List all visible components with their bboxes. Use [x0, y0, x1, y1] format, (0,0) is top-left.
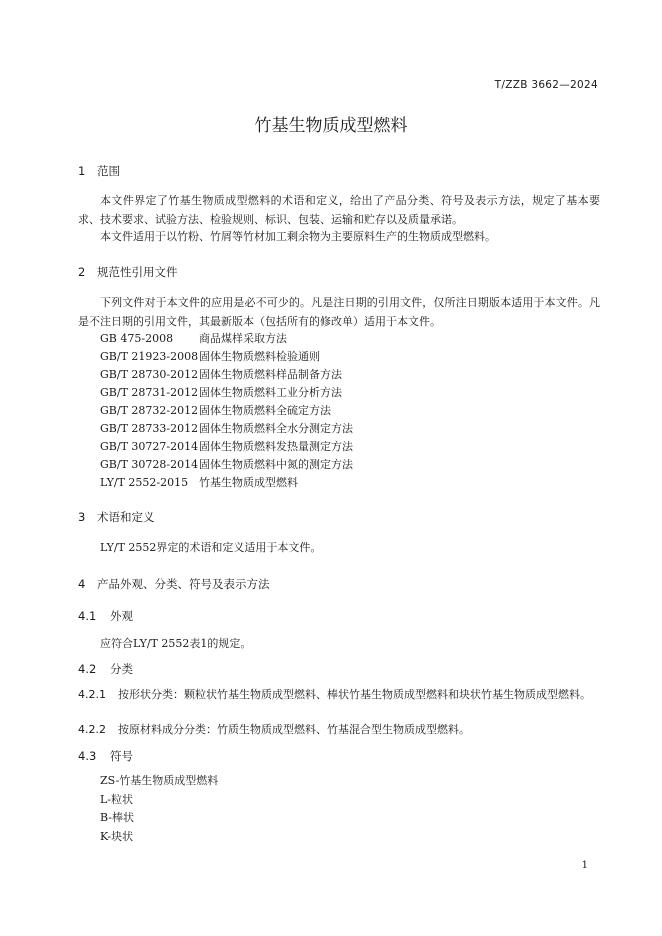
section-title: 外观 [110, 609, 133, 623]
section-number: 3 [78, 510, 86, 524]
reference-name: 竹基生物质成型燃料 [199, 476, 298, 489]
reference-name: 固体生物质燃料发热量测定方法 [199, 440, 353, 453]
document-code: T/ZZB 3662—2024 [494, 79, 598, 91]
reference-code: GB/T 30728-2014 [100, 458, 199, 471]
reference-code: GB/T 28731-2012 [100, 386, 199, 399]
symbol-list [100, 772, 218, 846]
section-4-1-heading [78, 608, 133, 624]
page-number: 1 [581, 860, 588, 871]
section-title: 范围 [97, 164, 120, 178]
section-number: 2 [78, 265, 86, 279]
reference-code: GB/T 21923-2008 [100, 350, 199, 363]
reference-name: 商品煤样采取方法 [199, 332, 287, 345]
reference-code: GB 475-2008 [100, 332, 174, 345]
clause-text: 按原材料成分分类：竹质生物质成型燃料、竹基混合型生物质成型燃料。 [118, 723, 470, 736]
reference-item [100, 366, 353, 384]
reference-name: 固体生物质燃料全水分测定方法 [199, 422, 353, 435]
reference-code: GB/T 28732-2012 [100, 404, 199, 417]
section-number: 4.3 [78, 749, 97, 763]
section-1-heading [78, 163, 120, 179]
reference-item [100, 438, 353, 456]
section-number: 4.1 [78, 609, 97, 623]
section-3-paragraph-1: LY/T 2552界定的术语和定义适用于本文件。 [100, 541, 322, 554]
reference-code: GB/T 28733-2012 [100, 422, 199, 435]
reference-item [100, 420, 353, 438]
section-4-3-heading [78, 748, 133, 764]
section-title: 产品外观、分类、符号及表示方法 [97, 577, 270, 591]
reference-name: 固体生物质燃料样品制备方法 [199, 368, 342, 381]
clause-4-2-1 [78, 686, 600, 705]
section-2-paragraph-1: 下列文件对于本文件的应用是必不可少的。凡是注日期的引用文件，仅所注日期版本适用于本文件。凡是不注日期的引用文件，其最新版本（包括所有的修改单）适用于本文件。 [78, 296, 600, 328]
section-1-paragraph-2: 本文件适用于以竹粉、竹屑等竹材加工剩余物为主要原料生产的生物质成型燃料。 [100, 230, 496, 243]
clause-text: 按形状分类：颗粒状竹基生物质成型燃料、棒状竹基生物质成型燃料和块状竹基生物质成型燃料。 [118, 688, 591, 701]
reference-name: 固体生物质燃料工业分析方法 [199, 386, 342, 399]
reference-item [100, 384, 353, 402]
reference-name: 固体生物质燃料检验通则 [199, 350, 320, 363]
symbol-item: L-粒状 [100, 792, 134, 806]
symbol-item: ZS-竹基生物质成型燃料 [100, 774, 219, 787]
reference-code: GB/T 28730-2012 [100, 368, 199, 381]
reference-name: 固体生物质燃料中氮的测定方法 [199, 458, 353, 471]
section-4-2-heading [78, 661, 133, 677]
reference-name: 固体生物质燃料全硫定方法 [199, 404, 331, 417]
reference-code: GB/T 30727-2014 [100, 440, 199, 453]
reference-code: LY/T 2552-2015 [100, 476, 189, 489]
reference-item [100, 402, 353, 420]
section-title: 符号 [110, 749, 133, 763]
section-2-heading [78, 264, 178, 280]
section-title: 术语和定义 [97, 510, 155, 524]
section-title: 规范性引用文件 [97, 265, 178, 279]
reference-item [100, 456, 353, 474]
section-4-1-paragraph: 应符合LY/T 2552表1的规定。 [100, 637, 252, 650]
clause-4-2-2 [78, 721, 600, 740]
section-1-paragraph-1: 本文件界定了竹基生物质成型燃料的术语和定义，给出了产品分类、符号及表示方法，规定了基本要求、技术要求、试验方法、检验规则、标识、包装、运输和贮存以及质量承诺。 [78, 194, 600, 226]
clause-number: 4.2.2 [78, 723, 106, 736]
reference-item [100, 330, 353, 348]
document-title: 竹基生物质成型燃料 [254, 116, 408, 136]
section-number: 4.2 [78, 662, 97, 676]
section-number: 1 [78, 164, 86, 178]
symbol-item: K-块状 [100, 829, 134, 843]
reference-item [100, 348, 353, 366]
reference-item [100, 474, 353, 492]
symbol-item: B-棒状 [100, 811, 135, 824]
clause-number: 4.2.1 [78, 688, 106, 701]
section-3-heading [78, 509, 155, 525]
section-number: 4 [78, 577, 86, 591]
section-title: 分类 [110, 662, 133, 676]
section-4-heading [78, 576, 270, 592]
normative-reference-list [100, 330, 353, 492]
